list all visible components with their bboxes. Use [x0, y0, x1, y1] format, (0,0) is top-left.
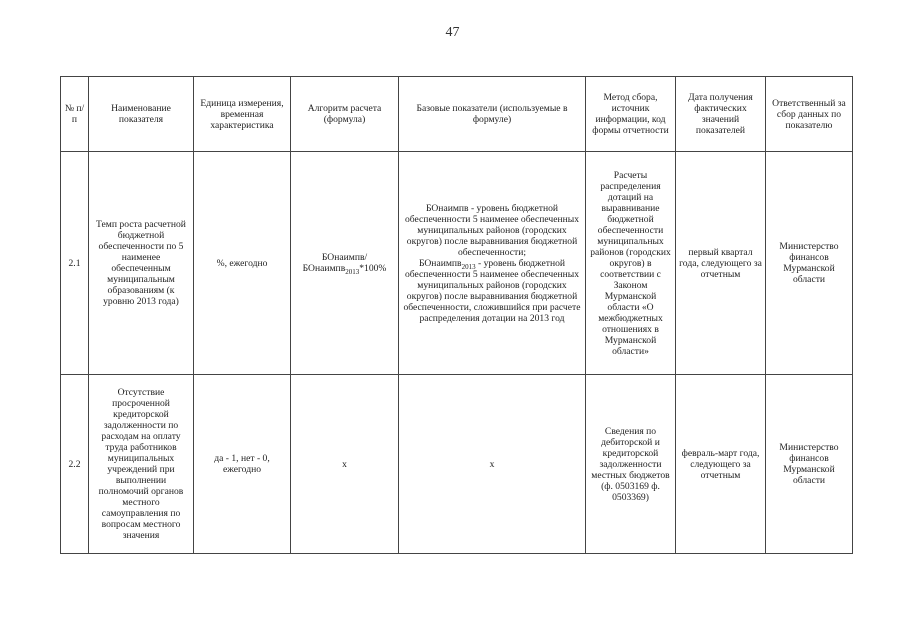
header-base: Базовые показатели (используемые в формуле)	[399, 77, 586, 152]
indicator-name: Темп роста расчетной бюджетной обеспеченности по 5 наименее обеспеченным муниципальным образованиям (к уровню 2013 года)	[89, 152, 194, 375]
base-part2-sub: 2013	[461, 262, 476, 271]
header-unit: Единица измерения, временная характеристика	[194, 77, 291, 152]
base-part1: БОнаимпв - уровень бюджетной обеспеченности 5 наименее обеспеченных муниципальных районов (городских округов) после выравнивания бюджетной обеспеченности;	[405, 202, 579, 258]
formula-sub-prefix: в	[340, 263, 346, 274]
indicator-formula: x	[291, 375, 399, 554]
indicator-date: первый квартал года, следующего за отчетным	[676, 152, 766, 375]
indicator-base: x	[399, 375, 586, 554]
indicator-method: Сведения по дебиторской и кредиторской задолженности местных бюджетов (ф. 0503169 ф. 0503369)	[586, 375, 676, 554]
header-responsible: Ответственный за сбор данных по показателю	[766, 77, 853, 152]
base-part2-rest: - уровень бюджетной обеспеченности 5 наименее обеспеченных муниципальных районов (городских округов) после выравнивания бюджетной обеспеченности, сложившийся при расчете распределения дотации на 2013 год	[403, 257, 581, 324]
formula-sub: 2013	[345, 267, 360, 276]
indicator-method: Расчеты распределения дотаций на выравнивание бюджетной обеспеченности муниципальных районов (городских округов) в соответствии с Законом Мурманской области «О межбюджетных отношениях в Мурманской области»	[586, 152, 676, 375]
row-number: 2.1	[61, 152, 89, 375]
formula-main: БОнаимпв/БОнаимп	[302, 252, 368, 274]
page-number: 47	[445, 25, 460, 40]
header-name: Наименование показателя	[89, 77, 194, 152]
indicator-base	[399, 152, 586, 375]
indicators-table	[60, 76, 853, 554]
indicator-responsible: Министерство финансов Мурманской области	[766, 375, 853, 554]
formula-suffix: *100%	[359, 263, 387, 274]
indicator-name: Отсутствие просроченной кредиторской задолженности по расходам на оплату труда работников муниципальных учреждений при выполнении полномочий органов местного самоуправления по вопросам местного значения	[89, 375, 194, 554]
header-date: Дата получения фактических значений показателей	[676, 77, 766, 152]
indicator-date: февраль-март года, следующего за отчетным	[676, 375, 766, 554]
row-number: 2.2	[61, 375, 89, 554]
indicator-formula	[291, 152, 399, 375]
table-row	[61, 152, 853, 375]
header-method: Метод сбора, источник информации, код формы отчетности	[586, 77, 676, 152]
table-header-row	[61, 77, 853, 152]
header-num: № п/п	[61, 77, 89, 152]
indicator-unit: да - 1, нет - 0, ежегодно	[194, 375, 291, 554]
indicator-responsible: Министерство финансов Мурманской области	[766, 152, 853, 375]
header-formula: Алгоритм расчета (формула)	[291, 77, 399, 152]
indicator-unit: %, ежегодно	[194, 152, 291, 375]
base-part2-prefix: БОнаимпв	[418, 257, 462, 269]
table-row	[61, 375, 853, 554]
